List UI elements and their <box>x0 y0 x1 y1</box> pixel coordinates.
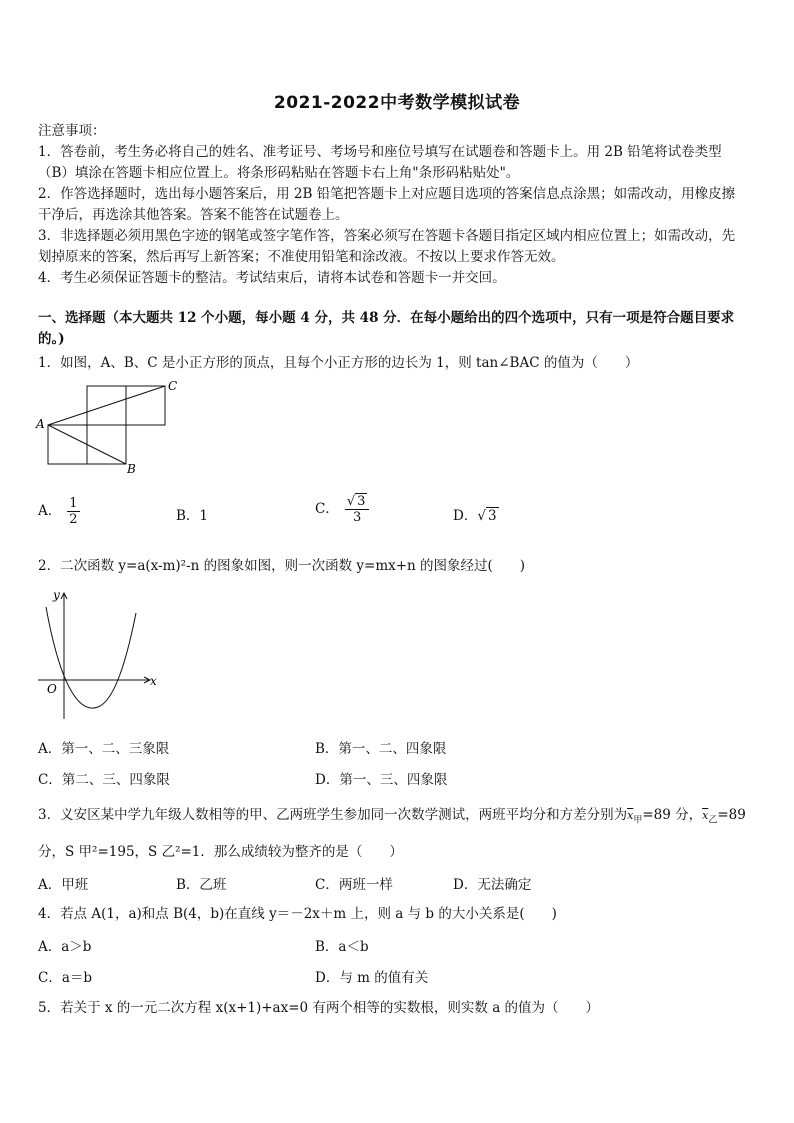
mean-symbol: $\overline{x}$ <box>702 809 709 822</box>
q1-option-c <box>315 494 369 525</box>
q4-option-b: B．a＜b <box>315 939 369 955</box>
point-a-label: A <box>36 417 45 431</box>
parabola-curve <box>46 607 136 708</box>
radicand: 3 <box>487 508 497 524</box>
fraction <box>345 494 370 525</box>
notice-heading: 注意事项： <box>38 123 106 139</box>
question-3-stem <box>38 805 760 831</box>
notice-line: （B）填涂在答题卡相应位置上。将条形码粘贴在答题卡右上角"条形码粘贴处"。 <box>38 165 520 181</box>
q3-option-c: C．两班一样 <box>315 877 393 893</box>
grid-square <box>48 425 87 464</box>
q1-option-a <box>38 496 80 527</box>
notice-line: 干净后，再选涂其他答案。答案不能答在试题卷上。 <box>38 207 349 223</box>
q2-option-b: B．第一、二、四象限 <box>315 741 447 757</box>
q4-option-d: D．与 m 的值有关 <box>315 970 429 986</box>
mean-subscript: 甲 <box>633 815 643 826</box>
notice-line: 3．非选择题必须用黑色字迹的钢笔或签字笔作答，答案必须写在答题卡各题目指定区域内相应位置上；如需改动，先 <box>38 228 736 244</box>
notice-line: 划掉原来的答案，然后再写上新答案；不准使用铅笔和涂改液。不按以上要求作答无效。 <box>38 249 565 265</box>
fraction <box>67 496 79 527</box>
question-2-stem: 2．二次函数 y=a(x-m)²-n 的图象如图，则一次函数 y=mx+n 的图象经过( ) <box>38 558 526 574</box>
option-prefix: D． <box>453 508 478 524</box>
q2-option-a: A．第一、二、三象限 <box>38 741 170 757</box>
denominator: 3 <box>352 510 362 525</box>
segment-ac <box>48 386 165 425</box>
q1-option-b: B．1 <box>176 508 209 524</box>
radicand: 3 <box>357 494 366 509</box>
question-1-grid-figure <box>30 376 190 476</box>
q4-option-c: C．a＝b <box>38 970 93 986</box>
notice-line: 4．考生必须保证答题卡的整洁。考试结束后，请将本试卷和答题卡一并交回。 <box>38 270 506 286</box>
mean-value: =89 <box>717 807 746 823</box>
grid-square <box>87 425 126 464</box>
q2-option-d: D．第一、三、四象限 <box>315 772 448 788</box>
q3-option-a: A．甲班 <box>38 877 89 893</box>
numerator: 1 <box>69 496 78 511</box>
sqrt: √ 3 <box>477 508 497 524</box>
q3-option-d: D．无法确定 <box>453 877 532 893</box>
denominator: 2 <box>69 512 78 527</box>
notice-line: 1．答卷前，考生务必将自己的姓名、准考证号、考场号和座位号填写在试题卷和答题卡上。用 2B 铅笔将试卷类型 <box>38 144 722 160</box>
mean-subscript: 乙 <box>708 815 718 826</box>
q4-option-a: A．a＞b <box>38 939 92 955</box>
notice-line: 2．作答选择题时，选出每小题答案后，用 2B 铅笔把答题卡上对应题目选项的答案信息点涂黑；如需改动，用橡皮擦 <box>38 186 736 202</box>
mean-value: =89 分， <box>642 807 703 823</box>
question-1-stem: 1．如图，A、B、C 是小正方形的顶点，且每个小正方形的边长为 1，则 tan∠BAC 的值为（ ） <box>38 355 639 371</box>
origin-label: O <box>47 682 57 696</box>
option-prefix: A． <box>38 503 62 519</box>
x-axis-label: x <box>150 674 157 688</box>
question-3-stem-cont: 分，S 甲²=195，S 乙²=1．那么成绩较为整齐的是（ ） <box>38 844 403 860</box>
option-prefix: C． <box>315 501 339 517</box>
sqrt: √ 3 <box>346 494 366 509</box>
section-heading: 一、选择题（本大题共 12 个小题，每小题 4 分，共 48 分．在每小题给出的四个选项中，只有一项是符合题目要求 <box>38 310 735 326</box>
q2-option-c: C．第二、三、四象限 <box>38 772 170 788</box>
q3-option-b: B．乙班 <box>176 877 227 893</box>
y-axis-label: y <box>53 588 60 602</box>
question-5-stem: 5．若关于 x 的一元二次方程 x(x+1)+ax=0 有两个相等的实数根，则实数 a 的值为（ ） <box>38 1000 600 1016</box>
point-b-label: B <box>127 462 136 476</box>
grid-square <box>126 386 165 425</box>
q3-stem-text: 3．义安区某中学九年级人数相等的甲、乙两班学生参加同一次数学测试，两班平均分和方差分别为 <box>38 807 628 823</box>
section-heading-cont: 的。) <box>38 331 65 347</box>
mean-symbol: $\overline{x}$ <box>627 809 634 822</box>
question-2-parabola-figure <box>34 585 164 725</box>
question-4-stem: 4．若点 A(1，a)和点 B(4，b)在直线 y＝－2x＋m 上，则 a 与 b 的大小关系是( ) <box>38 906 557 922</box>
numerator <box>345 494 370 510</box>
q1-option-d <box>453 504 499 524</box>
point-c-label: C <box>168 379 178 393</box>
page-title: 2021-2022中考数学模拟试卷 <box>273 93 521 113</box>
